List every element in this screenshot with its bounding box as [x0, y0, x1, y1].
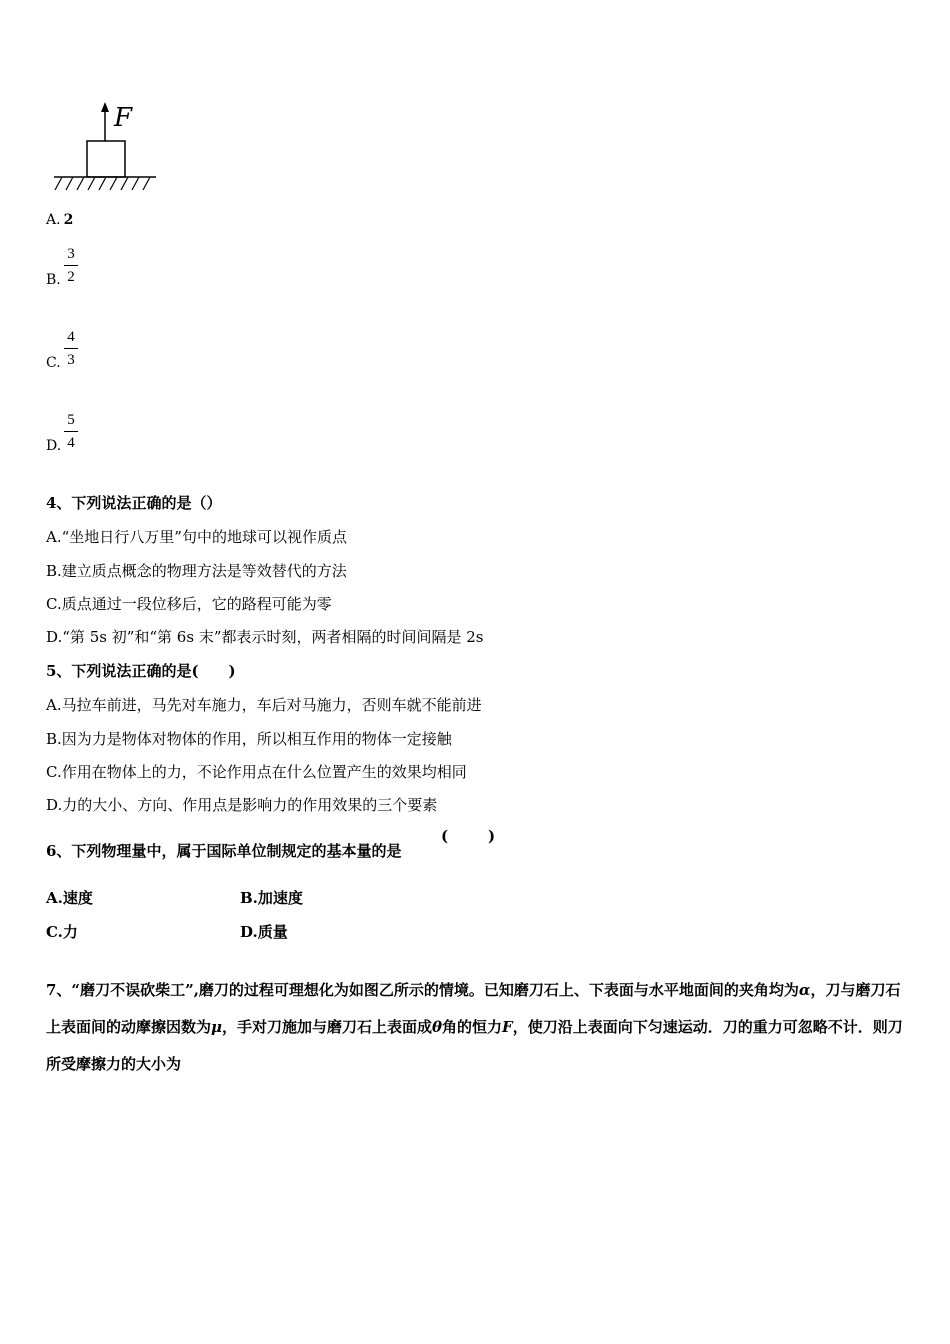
force-label: F	[114, 103, 133, 133]
q4-option-b: B.建立质点概念的物理方法是等效替代的方法	[46, 562, 347, 580]
q6-option-b: B.加速度	[240, 889, 303, 907]
q3-option-d-label: D.	[46, 438, 62, 454]
fraction-bar	[64, 431, 78, 432]
denominator: 2	[67, 269, 75, 285]
q5-option-d: D.力的大小、方向、作用点是影响力的作用效果的三个要素	[46, 796, 438, 814]
q4-stem: 4、下列说法正确的是（）	[46, 494, 222, 512]
q6-stem: 6、下列物理量中，属于国际单位制规定的基本量的是	[46, 842, 402, 860]
denominator: 4	[67, 435, 75, 451]
q7-stem: 7、“磨刀不误砍柴工”,磨刀的过程可理想化为如图乙所示的情境。已知磨刀石上、下表面与水平地面间的夹角均为α，刀与磨刀石上表面间的动摩擦因数为μ，手对刀施加与磨刀石上表面成θ角的恒力F，使刀沿上表面向下匀速运动．刀的重力可忽略不计．则刀所受摩擦力的大小为	[46, 981, 903, 1073]
denominator: 3	[67, 352, 75, 368]
q3-option-b-fraction	[64, 244, 78, 287]
q5-option-a: A.马拉车前进，马先对车施力，车后对马施力，否则车就不能前进	[46, 696, 482, 714]
force-symbol: F	[502, 1018, 513, 1036]
numerator: 5	[67, 412, 75, 428]
q4-option-a: A.“坐地日行八万里”句中的地球可以视作质点	[46, 528, 347, 546]
q5-option-b: B.因为力是物体对物体的作用，所以相互作用的物体一定接触	[46, 730, 452, 748]
fraction-bar	[64, 265, 78, 266]
block	[87, 141, 125, 177]
q3-option-b-label: B.	[46, 272, 61, 288]
q6-option-d: D.质量	[240, 923, 288, 941]
q4-option-d: D.“第 5s 初”和“第 6s 末”都表示时刻，两者相隔的时间间隔是 2s	[46, 628, 484, 646]
mu-symbol: μ	[211, 1018, 222, 1036]
q3-option-d-fraction	[64, 410, 78, 453]
fraction-bar	[64, 348, 78, 349]
alpha-symbol: α	[798, 981, 811, 999]
q6-paren-open: (	[441, 827, 449, 845]
q4-option-c: C.质点通过一段位移后，它的路程可能为零	[46, 595, 332, 613]
q6-option-a: A.速度	[46, 889, 93, 907]
q3-option-c-label: C.	[46, 355, 61, 371]
q3-option-a: A. 2	[46, 212, 74, 228]
q6-option-c: C.力	[46, 923, 78, 941]
q6-paren-close: )	[488, 827, 496, 845]
force-arrow-head	[101, 102, 109, 112]
theta-symbol: θ	[432, 1018, 443, 1036]
q5-stem: 5、下列说法正确的是( )	[46, 662, 236, 680]
q5-option-c: C.作用在物体上的力，不论作用点在什么位置产生的效果均相同	[46, 763, 467, 781]
q3-option-c-fraction	[64, 327, 78, 370]
numerator: 3	[67, 246, 75, 262]
force-diagram	[50, 98, 162, 194]
numerator: 4	[67, 329, 75, 345]
ground-hatching	[55, 177, 150, 190]
